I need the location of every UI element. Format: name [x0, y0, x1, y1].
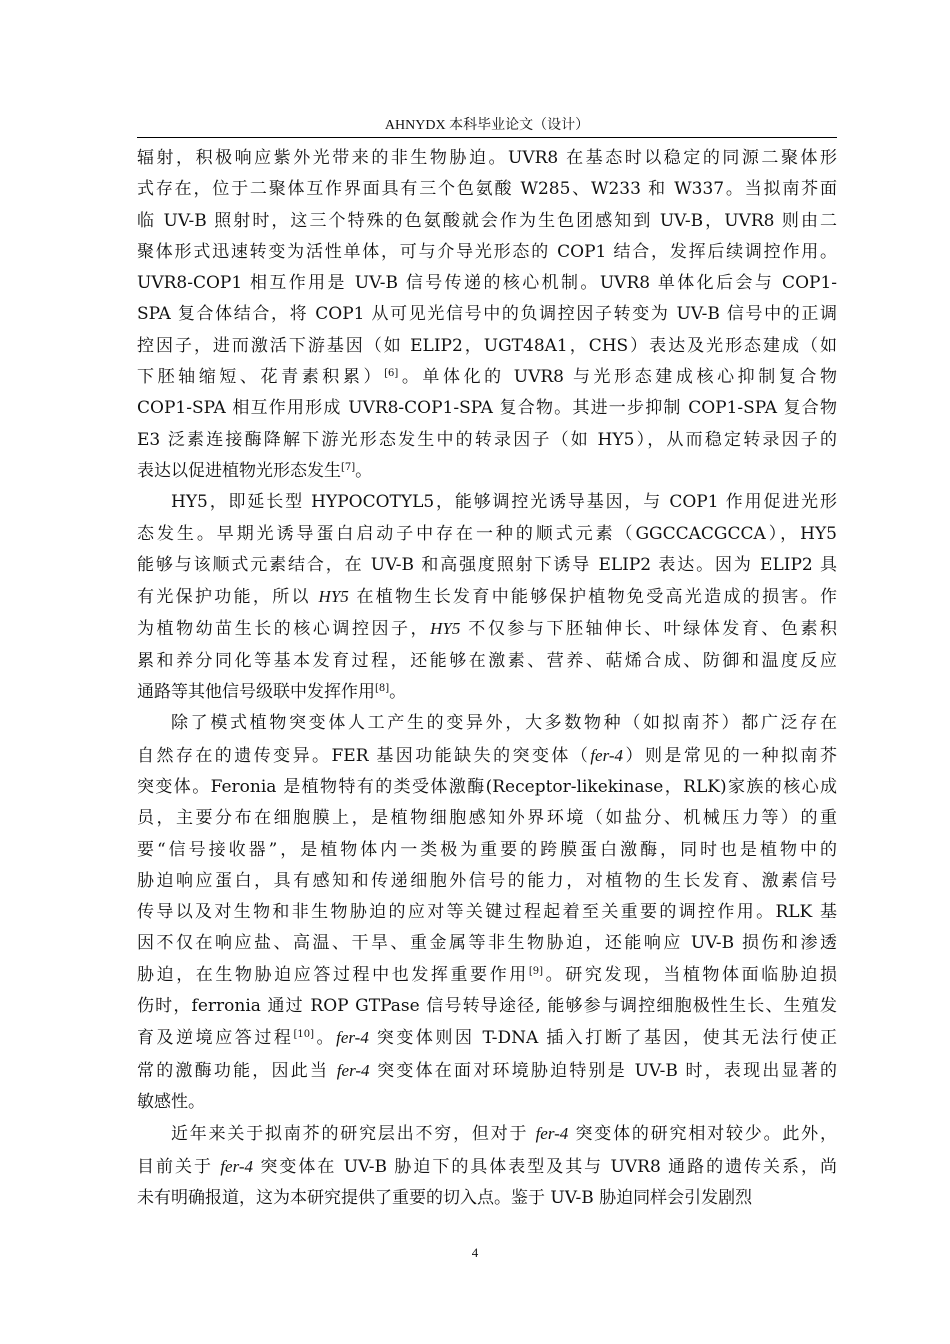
text-line: 能够与该顺式元素结合，在 UV-B 和高强度照射下诱导 ELIP2 表达。因为 ELIP2 具	[137, 554, 837, 575]
gene-name: fer-4	[336, 1060, 370, 1080]
paragraph	[137, 1118, 837, 1214]
gene-name: fer-4	[336, 1028, 369, 1048]
text-line: 聚体形式迅速转变为活性单体，可与介导光形态的 COP1 结合，发挥后续调控作用。	[137, 241, 837, 262]
text-line: 累和养分同化等基本发育过程，还能够在激素、营养、萜烯合成、防御和温度反应	[137, 650, 837, 671]
text-line: 未有明确报道，这为本研究提供了重要的切入点。鉴于 UV-B 胁迫同样会引发剧烈	[137, 1187, 753, 1208]
text-line: UVR8-COP1 相互作用是 UV-B 信号传递的核心机制。UVR8 单体化后会与 COP1-	[137, 273, 837, 294]
text-line: 胁迫，在生物胁迫应答过程中也发挥重要作用[9]。研究发现，当植物体面临胁迫损	[137, 964, 838, 985]
text-line: 目前关于 fer-4 突变体在 UV-B 胁迫下的具体表型及其与 UVR8 通路的遗传关系，尚	[137, 1156, 837, 1177]
text-line: 员，主要分布在细胞膜上，是植物细胞感知外界环境（如盐分、机械压力等）的重	[137, 808, 837, 829]
citation-marker: [6]	[384, 368, 399, 380]
citation-marker: [9]	[528, 965, 544, 977]
text-line: 胁迫响应蛋白，具有感知和传递细胞外信号的能力，对植物的生长发育、激素信号	[137, 870, 837, 891]
text-line: 要“信号接收器”，是植物体内一类极为重要的跨膜蛋白激酶，同时也是植物中的	[137, 839, 837, 860]
citation-marker: [8]	[375, 683, 390, 695]
citation-marker: [7]	[341, 461, 356, 473]
text-line: 突变体。Feronia 是植物特有的类受体激酶(Receptor-likekinase，RLK)家族的核心成	[137, 776, 837, 797]
text-line: 传导以及对生物和非生物胁迫的应对等关键过程起着至关重要的调控作用。RLK 基	[137, 902, 837, 923]
paragraph	[137, 487, 837, 708]
text-line: COP1-SPA 相互作用形成 UVR8-COP1-SPA 复合物。其进一步抑制 COP1-SPA 复合物	[137, 398, 837, 419]
page-number: 4	[471, 1245, 479, 1260]
citation-marker: [10]	[293, 1029, 314, 1041]
text-line: 态发生。早期光诱导蛋白启动子中存在一种的顺式元素（GGCCACGCCA），HY5	[137, 523, 837, 544]
body-text	[137, 143, 837, 1214]
gene-name: fer-4	[590, 745, 624, 765]
text-line: 近年来关于拟南芥的研究层出不穷，但对于 fer-4 突变体的研究相对较少。此外，	[171, 1124, 837, 1145]
paragraph	[137, 143, 837, 487]
running-header: AHNYDX 本科毕业论文（设计）	[384, 118, 590, 133]
text-line: SPA 复合体结合，将 COP1 从可见光信号中的负调控因子转变为 UV-B 信号中的正调	[137, 304, 837, 325]
text-line: E3 泛素连接酶降解下游光形态发生中的转录因子（如 HY5），从而稳定转录因子的	[137, 429, 837, 450]
text-line: 常的激酶功能，因此当 fer-4 突变体在面对环境胁迫特别是 UV-B 时，表现出显著的	[137, 1060, 837, 1081]
gene-name: fer-4	[535, 1124, 569, 1144]
text-line: 伤时，ferronia 通过 ROP GTPase 信号转导途径, 能够参与调控细胞极性生长、生殖发	[137, 996, 837, 1017]
text-line: 临 UV-B 照射时，这三个特殊的色氨酸就会作为生色团感知到 UV-B，UVR8 则由二	[137, 210, 837, 231]
text-line: 下胚轴缩短、花青素积累）[6]。单体化的 UVR8 与光形态建成核心抑制复合物	[137, 367, 838, 388]
text-line: 辐射，积极响应紫外光带来的非生物胁迫。UVR8 在基态时以稳定的同源二聚体形	[137, 148, 837, 168]
text-line: 控因子，进而激活下游基因（如 ELIP2，UGT48A1，CHS）表达及光形态建成（如	[137, 335, 837, 356]
text-line: HY5，即延长型 HYPOCOTYL5，能够调控光诱导基因，与 COP1 作用促进光形	[171, 492, 837, 513]
header-rule	[137, 137, 837, 138]
text-line: 敏感性。	[137, 1091, 205, 1112]
text-line: 通路等其他信号级联中发挥作用[8]。	[137, 682, 407, 703]
text-line: 表达以促进植物光形态发生[7]。	[137, 460, 373, 481]
text-line: 为植物幼苗生长的核心调控因子，HY5 不仅参与下胚轴伸长、叶绿体发育、色素积	[137, 619, 838, 640]
gene-name: HY5	[318, 587, 349, 607]
paragraph	[137, 708, 837, 1118]
text-line: 自然存在的遗传变异。FER 基因功能缺失的突变体（fer-4）则是常见的一种拟南芥	[137, 745, 837, 766]
text-line: 除了模式植物突变体人工产生的变异外，大多数物种（如拟南芥）都广泛存在	[171, 713, 837, 734]
gene-name: fer-4	[220, 1156, 254, 1176]
text-line: 育及逆境应答过程[10]。fer-4 突变体则因 T-DNA 插入打断了基因，使其无法行使正	[137, 1028, 838, 1049]
text-line: 式存在，位于二聚体互作界面具有三个色氨酸 W285、W233 和 W337。当拟南芥面	[137, 179, 837, 200]
text-line: 有光保护功能，所以 HY5 在植物生长发育中能够保护植物免受高光造成的损害。作	[137, 587, 838, 608]
gene-name: HY5	[430, 619, 461, 639]
text-line: 因不仅在响应盐、高温、干旱、重金属等非生物胁迫，还能响应 UV-B 损伤和渗透	[137, 933, 837, 954]
